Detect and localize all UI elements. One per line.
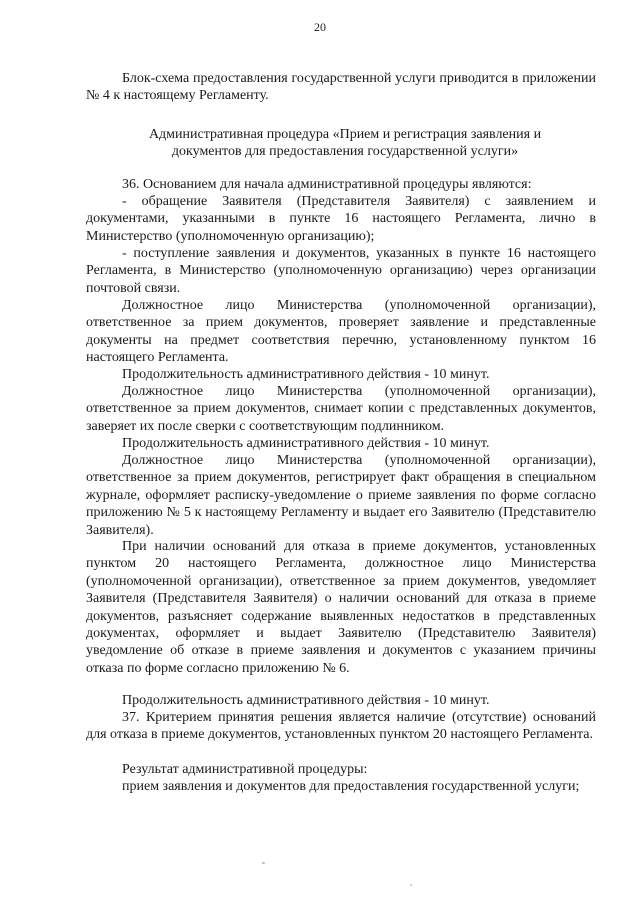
paragraph-duration-3: Продолжительность административного действия - 10 минут. (122, 693, 490, 708)
paragraph-result-heading: Результат административной процедуры: (122, 762, 368, 777)
page-number: 20 (314, 20, 326, 34)
paragraph-refusal-grounds: При наличии оснований для отказа в приеме документов, установленных пунктом 20 настоящего Регламента, должностное лицо Министерства (уполномоченной организации), ответственное за прием документов, уведомляет Заявителя (Представителя Заявителя) о наличии оснований для отказа в приеме документов, разъясняет содержание выявленных недостатков в представленных документах, оформляет и выдает Заявителю (Представителю Заявителя) уведомление об отказе в приеме заявления и документов с указанием причины отказа по форме согласно приложению № 6. (86, 539, 596, 676)
paragraph-36-item-1: - обращение Заявителя (Представителя Заявителя) с заявлением и документами, указанными в пункте 16 настоящего Регламента, лично в Министерство (уполномоченную организацию); (86, 194, 596, 244)
paragraph-result-item: прием заявления и документов для предоставления государственной услуги; (122, 779, 580, 794)
paragraph-36-intro: 36. Основанием для начала административной процедуры являются: (122, 177, 532, 192)
paragraph-flowchart-reference: Блок-схема предоставления государственной услуги приводится в приложении № 4 к настоящему Регламенту. (86, 71, 596, 104)
paragraph-duration-1: Продолжительность административного действия - 10 минут. (122, 367, 490, 382)
section-heading: Административная процедура «Прием и регистрация заявления и документов для предоставления государственной услуги» (148, 127, 542, 160)
scan-artifact (410, 884, 412, 886)
paragraph-36-item-2: - поступление заявления и документов, указанных в пункте 16 настоящего Регламента, в Министерство (уполномоченную организацию) через организации почтовой связи. (86, 246, 596, 296)
scan-artifact (262, 862, 265, 864)
paragraph-check-documents: Должностное лицо Министерства (уполномоченной организации), ответственное за прием документов, проверяет заявление и представленные документы на предмет соответствия перечню, установленному пунктом 16 настоящего Регламента. (86, 298, 596, 366)
paragraph-register-request: Должностное лицо Министерства (уполномоченной организации), ответственное за прием документов, регистрирует факт обращения в специальном журнале, оформляет расписку-уведомление о приеме заявления по форме согласно приложению № 5 к настоящему Регламенту и выдает его Заявителю (Представителю Заявителя). (86, 453, 596, 538)
paragraph-37-criterion: 37. Критерием принятия решения является наличие (отсутствие) оснований для отказа в приеме документов, установленных пунктом 20 настоящего Регламента. (86, 710, 596, 743)
paragraph-copy-documents: Должностное лицо Министерства (уполномоченной организации), ответственное за прием документов, снимает копии с представленных документов, заверяет их после сверки с соответствующим подлинником. (86, 384, 596, 434)
paragraph-duration-2: Продолжительность административного действия - 10 минут. (122, 436, 490, 451)
